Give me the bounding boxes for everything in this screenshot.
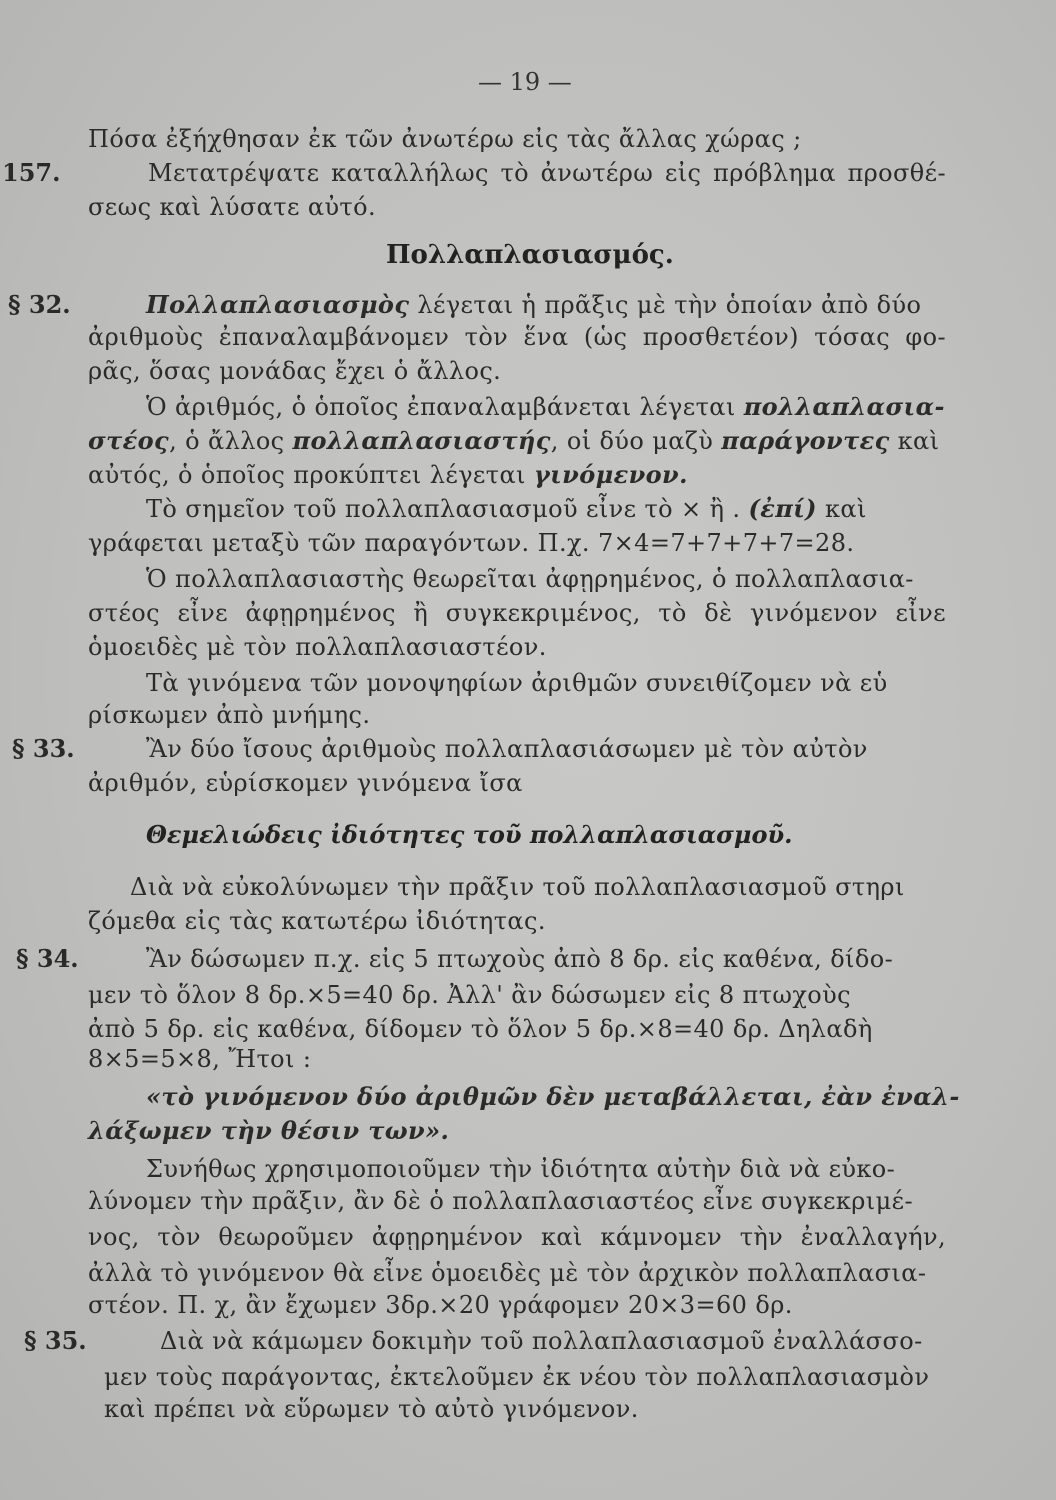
text-line: Συνήθως χρησιμοποιοῦμεν τὴν ἰδιότητα αὐτὴν διὰ νὰ εὐκο- — [146, 1155, 896, 1183]
text-line: Μετατρέψατε καταλλήλως τὸ ἀνωτέρω εἰς πρόβλημα προσθέ- — [148, 159, 946, 187]
text-line: ζόμεθα εἰς τὰς κατωτέρω ἰδιότητας. — [88, 907, 546, 935]
rule-statement: «τὸ γινόμενον δύο ἀριθμῶν δὲν μεταβάλλεται, ἐὰν ἐναλ- — [146, 1082, 960, 1111]
text-line: νος, τὸν θεωροῦμεν ἀφῃρημένον καὶ κάμνομεν τὴν ἐναλλαγήν, — [88, 1223, 946, 1251]
text-line — [146, 392, 945, 422]
text-line: καὶ πρέπει νὰ εὕρωμεν τὸ αὐτὸ γινόμενον. — [104, 1395, 639, 1423]
text-line: ἀριθμοὺς ἐπαναλαμβάνομεν τὸν ἕνα (ὡς προσθετέον) τόσας φο- — [88, 323, 946, 351]
text-line — [88, 1116, 449, 1146]
text-span: Τὸ σημεῖον τοῦ πολλαπλασιασμοῦ εἶνε τὸ × ἢ . — [146, 495, 749, 523]
text-line: μεν τὸ ὅλον 8 δρ.×5=40 δρ. Ἀλλ' ἂν δώσωμεν εἰς 8 πτωχοὺς — [88, 981, 851, 1009]
text-span: , οἱ δύο μαζὺ — [550, 427, 722, 455]
text-line: ρίσκωμεν ἀπὸ μνήμης. — [88, 701, 371, 729]
text-line: ρᾶς, ὅσας μονάδας ἔχει ὁ ἄλλος. — [88, 357, 502, 385]
text-line: ἀριθμόν, εὑρίσκομεν γινόμενα ἴσα — [88, 769, 523, 797]
text-line: ἀπὸ 5 δρ. εἰς καθένα, δίδομεν τὸ ὅλον 5 δρ.×8=40 δρ. Δηλαδὴ — [88, 1015, 873, 1043]
text-line: μεν τοὺς παράγοντας, ἐκτελοῦμεν ἐκ νέου τὸν πολλαπλασιασμὸν — [104, 1363, 930, 1391]
section-heading: Πολλαπλασιασμός. — [386, 240, 674, 270]
text-line — [146, 290, 921, 320]
text-span: λέγεται ἡ πρᾶξις μὲ τὴν ὁποίαν ἀπὸ δύο — [409, 291, 922, 319]
text-span: καὶ — [889, 427, 940, 455]
text-line: στέον. Π. χ, ἂν ἔχωμεν 3δρ.×20 γράφομεν 20×3=60 δρ. — [88, 1291, 793, 1319]
text-line: Ἂν δύο ἴσους ἀριθμοὺς πολλαπλασιάσωμεν μὲ τὸν αὐτὸν — [146, 735, 868, 763]
text-line: Τὰ γινόμενα τῶν μονοψηφίων ἀριθμῶν συνειθίζομεν νὰ εὑ — [146, 669, 888, 697]
text-line: Πόσα ἐξήχθησαν ἐκ τῶν ἀνωτέρω εἰς τὰς ἄλλας χώρας ; — [88, 125, 802, 153]
text-span: Ὁ ἀριθμός, ὁ ὁποῖος ἐπαναλαμβάνεται λέγεται — [146, 393, 744, 421]
text-line: Διὰ νὰ κάμωμεν δοκιμὴν τοῦ πολλαπλασιασμοῦ ἐναλλάσσο- — [160, 1327, 923, 1355]
page-number: — 19 — — [478, 68, 572, 96]
text-line: 8×5=5×8, Ἤτοι : — [88, 1045, 312, 1073]
term: στέος — [88, 426, 170, 455]
term: πολλαπλασια- — [743, 392, 945, 421]
text-line — [88, 460, 688, 490]
text-line — [88, 426, 939, 456]
text-line: Διὰ νὰ εὐκολύνωμεν τὴν πρᾶξιν τοῦ πολλαπλασιασμοῦ στηρι — [130, 873, 905, 901]
text-span: , ὁ ἄλλος — [169, 427, 293, 455]
text-span: καὶ — [816, 495, 867, 523]
paragraph-number: § 32. — [8, 290, 71, 319]
paragraph-number: § 35. — [24, 1326, 87, 1355]
term: (ἐπί) — [748, 494, 817, 523]
text-line: στέος εἶνε ἀφῃρημένος ἢ συγκεκριμένος, τὸ δὲ γινόμενον εἶνε — [88, 599, 946, 627]
text-line: Ἂν δώσωμεν π.χ. εἰς 5 πτωχοὺς ἀπὸ 8 δρ. εἰς καθένα, δίδο- — [146, 945, 894, 973]
paragraph-number: § 34. — [16, 944, 79, 973]
section-subheading: Θεμελιώδεις ἰδιότητες τοῦ πολλαπλασιασμοῦ. — [146, 820, 793, 849]
exercise-number: 157. — [2, 158, 61, 187]
text-line: σεως καὶ λύσατε αὐτό. — [88, 193, 376, 221]
text-line — [146, 1082, 960, 1112]
term: πολλαπλασιαστής — [292, 426, 551, 455]
rule-statement: λάξωμεν τὴν θέσιν των». — [88, 1116, 450, 1145]
text-line: ἀλλὰ τὸ γινόμενον θὰ εἶνε ὁμοειδὲς μὲ τὸν ἀρχικὸν πολλαπλασια- — [88, 1259, 927, 1287]
text-line: ὁμοειδὲς μὲ τὸν πολλαπλασιαστέον. — [88, 633, 547, 661]
term: γινόμενον. — [533, 460, 688, 489]
text-span: αὐτός, ὁ ὁποῖος προκύπτει λέγεται — [88, 461, 534, 489]
term: Πολλαπλασιασμὸς — [146, 290, 410, 319]
paragraph-number: § 33. — [12, 734, 75, 763]
term: παράγοντες — [721, 426, 890, 455]
text-line: Ὁ πολλαπλασιαστὴς θεωρεῖται ἀφῃρημένος, ὁ πολλαπλασια- — [146, 565, 914, 593]
text-line — [146, 494, 867, 524]
text-line: γράφεται μεταξὺ τῶν παραγόντων. Π.χ. 7×4=7+7+7+7=28. — [88, 529, 855, 557]
text-line: λύνομεν τὴν πρᾶξιν, ἂν δὲ ὁ πολλαπλασιαστέος εἶνε συγκεκριμέ- — [88, 1187, 913, 1215]
